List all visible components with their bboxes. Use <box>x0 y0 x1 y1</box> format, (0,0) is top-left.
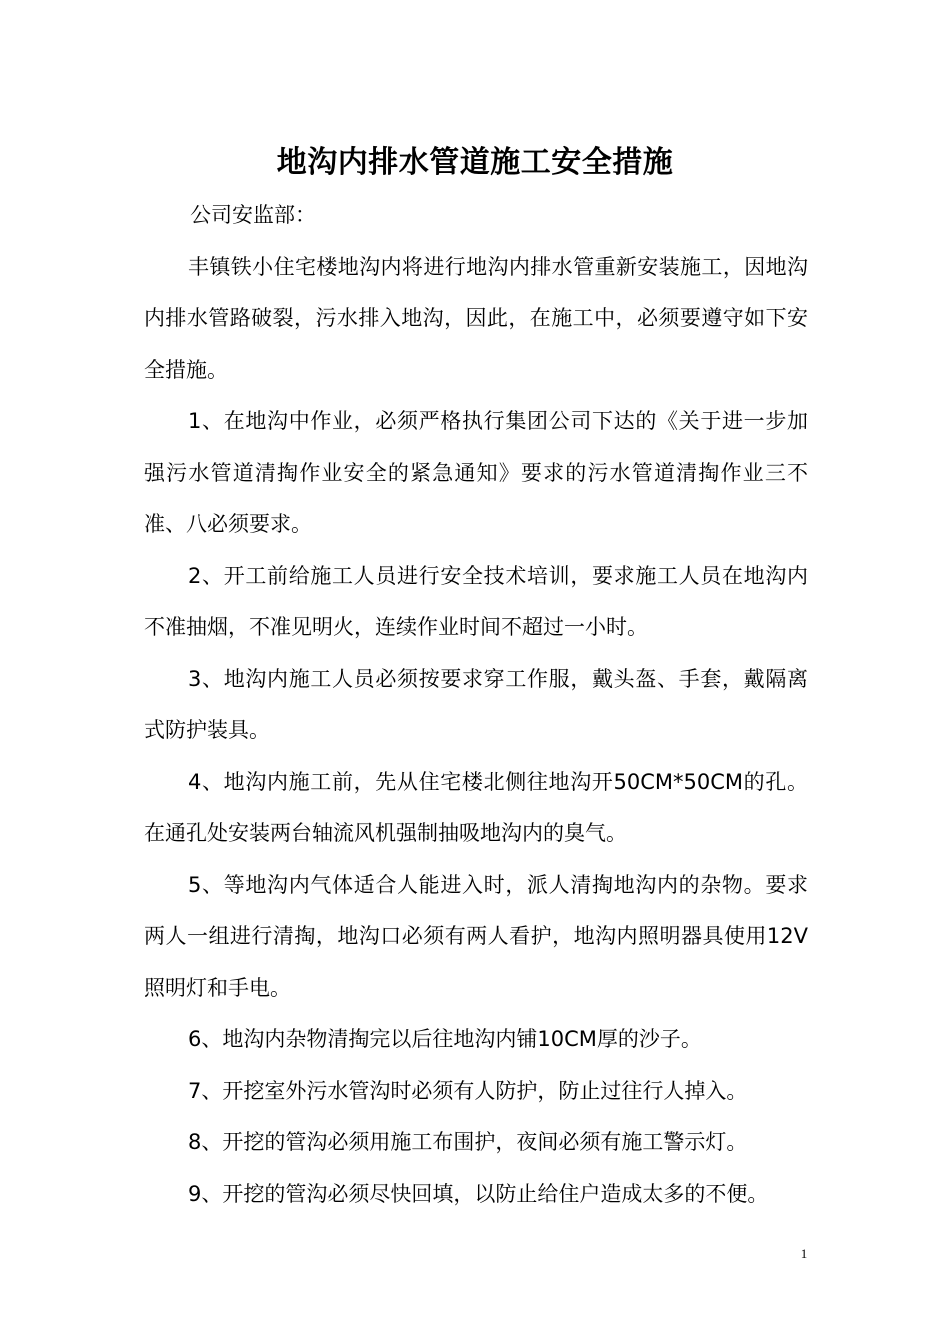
measure-item: 3、地沟内施工人员必须按要求穿工作服，戴头盔、手套，戴隔离式防护装具。 <box>144 666 808 742</box>
measure-item: 4、地沟内施工前，先从住宅楼北侧往地沟开50CM*50CM的孔。在通孔处安装两台轴流风机强制抽吸地沟内的臭气。 <box>144 769 808 845</box>
measure-item: 5、等地沟内气体适合人能进入时，派人清掏地沟内的杂物。要求两人一组进行清掏，地沟口必须有两人看护，地沟内照明器具使用12V照明灯和手电。 <box>144 872 808 1000</box>
measure-item: 8、开挖的管沟必须用施工布围护，夜间必须有施工警示灯。 <box>188 1130 748 1154</box>
measure-item: 2、开工前给施工人员进行安全技术培训，要求施工人员在地沟内不准抽烟，不准见明火，连续作业时间不超过一小时。 <box>144 563 808 639</box>
document-body <box>144 190 808 1220</box>
measure-item: 7、开挖室外污水管沟时必须有人防护，防止过往行人掉入。 <box>188 1078 748 1103</box>
measure-item: 1、在地沟中作业，必须严格执行集团公司下达的《关于进一步加强污水管道清掏作业安全的紧急通知》要求的污水管道清掏作业三不准、八必须要求。 <box>144 409 808 536</box>
measure-item: 9、开挖的管沟必须尽快回填，以防止给住户造成太多的不便。 <box>188 1181 769 1206</box>
measure-item: 6、地沟内杂物清掏完以后往地沟内铺10CM厚的沙子。 <box>188 1027 702 1051</box>
intro-paragraph: 丰镇铁小住宅楼地沟内将进行地沟内排水管重新安装施工，因地沟内排水管路破裂，污水排入地沟，因此，在施工中，必须要遵守如下安全措施。 <box>144 254 808 382</box>
page-number: 1 <box>800 1246 808 1261</box>
salutation: 公司安监部： <box>190 203 316 227</box>
document-title: 地沟内排水管道施工安全措施 <box>276 145 674 181</box>
